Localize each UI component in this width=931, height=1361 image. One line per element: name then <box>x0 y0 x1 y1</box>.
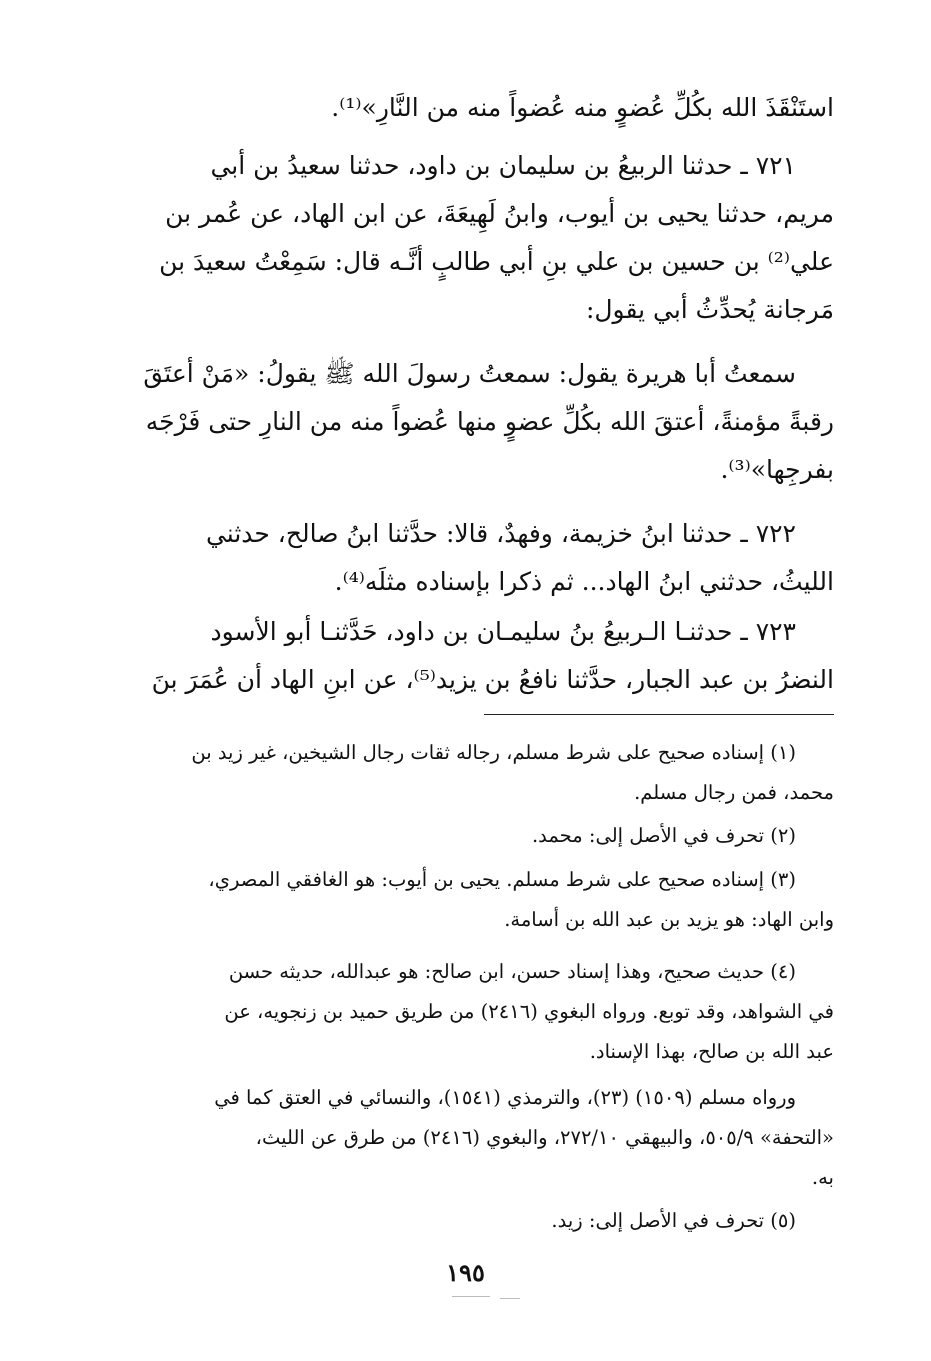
text-line: مريم، حدثنا يحيى بن أيوب، وابنُ لَهِيعَةَ، عن ابن الهاد، عن عُمر بن <box>165 199 834 228</box>
page-number: ١٩٥ <box>446 1258 485 1287</box>
footnote-line: (٥) تحرف في الأصل إلى: زيد. <box>551 1209 796 1232</box>
footnote-4-continuation <box>132 1078 834 1198</box>
footnote-line: (٣) إسناده صحيح على شرط مسلم. يحيى بن أيوب: هو الغافقي المصري، <box>208 868 796 891</box>
scan-mark <box>452 1296 490 1297</box>
footnote-2 <box>132 816 834 856</box>
footnote-line: (٢) تحرف في الأصل إلى: محمد. <box>531 824 796 847</box>
footnote-3 <box>132 860 834 940</box>
footnote-line: عبد الله بن صالح، بهذا الإسناد. <box>589 1040 834 1063</box>
footnote-separator <box>484 714 834 715</box>
footnote-line: في الشواهد، وقد توبع. ورواه البغوي (٢٤١٦) من طريق حميد بن زنجويه، عن <box>224 1000 834 1023</box>
text-line: ٧٢٣ ـ حدثنـا الـربيعُ بنُ سليمـان بن داود، حَدَّثنـا أبو الأسود <box>210 617 796 646</box>
scan-mark <box>500 1298 520 1299</box>
footnote-line: (١) إسناده صحيح على شرط مسلم، رجاله ثقات رجال الشيخين، غير زيد بن <box>191 741 796 764</box>
footnote-1 <box>132 733 834 813</box>
text-line: النضرُ بن عبد الجبار، حدَّثنا نافعُ بن يزيد⁽⁵⁾، عن ابنِ الهاد أن عُمَرَ بنَ <box>151 665 834 694</box>
main-paragraph <box>132 84 834 132</box>
text-line: الليثُ، حدثني ابنُ الهاد... ثم ذكرا بإسناده مثلَه⁽⁴⁾. <box>334 567 834 596</box>
text-line: سمعتُ أبا هريرة يقول: سمعتُ رسولَ الله ﷺ يقولُ: «مَنْ أعتَقَ <box>143 359 796 388</box>
hadith-723 <box>132 608 834 704</box>
text-line: مَرجانة يُحدِّثُ أبي يقول: <box>585 295 834 324</box>
footnote-line: به. <box>811 1166 834 1189</box>
footnote-line: وابن الهاد: هو يزيد بن عبد الله بن أسامة. <box>504 908 834 931</box>
text-line: استَنْقَذَ الله بكُلِّ عُضوٍ منه عُضواً منه من النَّارِ»⁽¹⁾. <box>331 93 834 122</box>
hadith-721-matn <box>132 350 834 494</box>
footnote-4 <box>132 952 834 1072</box>
footnote-line: ورواه مسلم (١٥٠٩) (٢٣)، والترمذي (١٥٤١)، والنسائي في العتق كما في <box>214 1086 796 1109</box>
footnote-line: (٤) حديث صحيح، وهذا إسناد حسن، ابن صالح: هو عبدالله، حديثه حسن <box>228 960 796 983</box>
hadith-722 <box>132 510 834 606</box>
text-line: ٧٢٢ ـ حدثنا ابنُ خزيمة، وفهدٌ، قالا: حدَّثنا ابنُ صالح، حدثني <box>205 519 796 548</box>
text-line: بفرجِها»⁽³⁾. <box>720 455 834 484</box>
text-line: علي⁽²⁾ بن حسين بن علي بنِ أبي طالبٍ أنَّـه قال: سَمِعْتُ سعيدَ بن <box>159 247 834 276</box>
text-line: رقبةً مؤمنةً، أعتقَ الله بكُلِّ عضوٍ منها عُضواً منه من النارِ حتى فَرْجَه <box>145 407 834 436</box>
hadith-721-isnad <box>132 142 834 334</box>
footnote-line: محمد، فمن رجال مسلم. <box>634 781 834 804</box>
footnote-5 <box>132 1201 834 1241</box>
text-line: ٧٢١ ـ حدثنا الربيعُ بن سليمان بن داود، حدثنا سعيدُ بن أبي <box>210 151 796 180</box>
footnote-line: «التحفة» ٥٠٥/٩، والبيهقي ٢٧٢/١٠، والبغوي (٢٤١٦) من طرق عن الليث، <box>255 1126 834 1149</box>
